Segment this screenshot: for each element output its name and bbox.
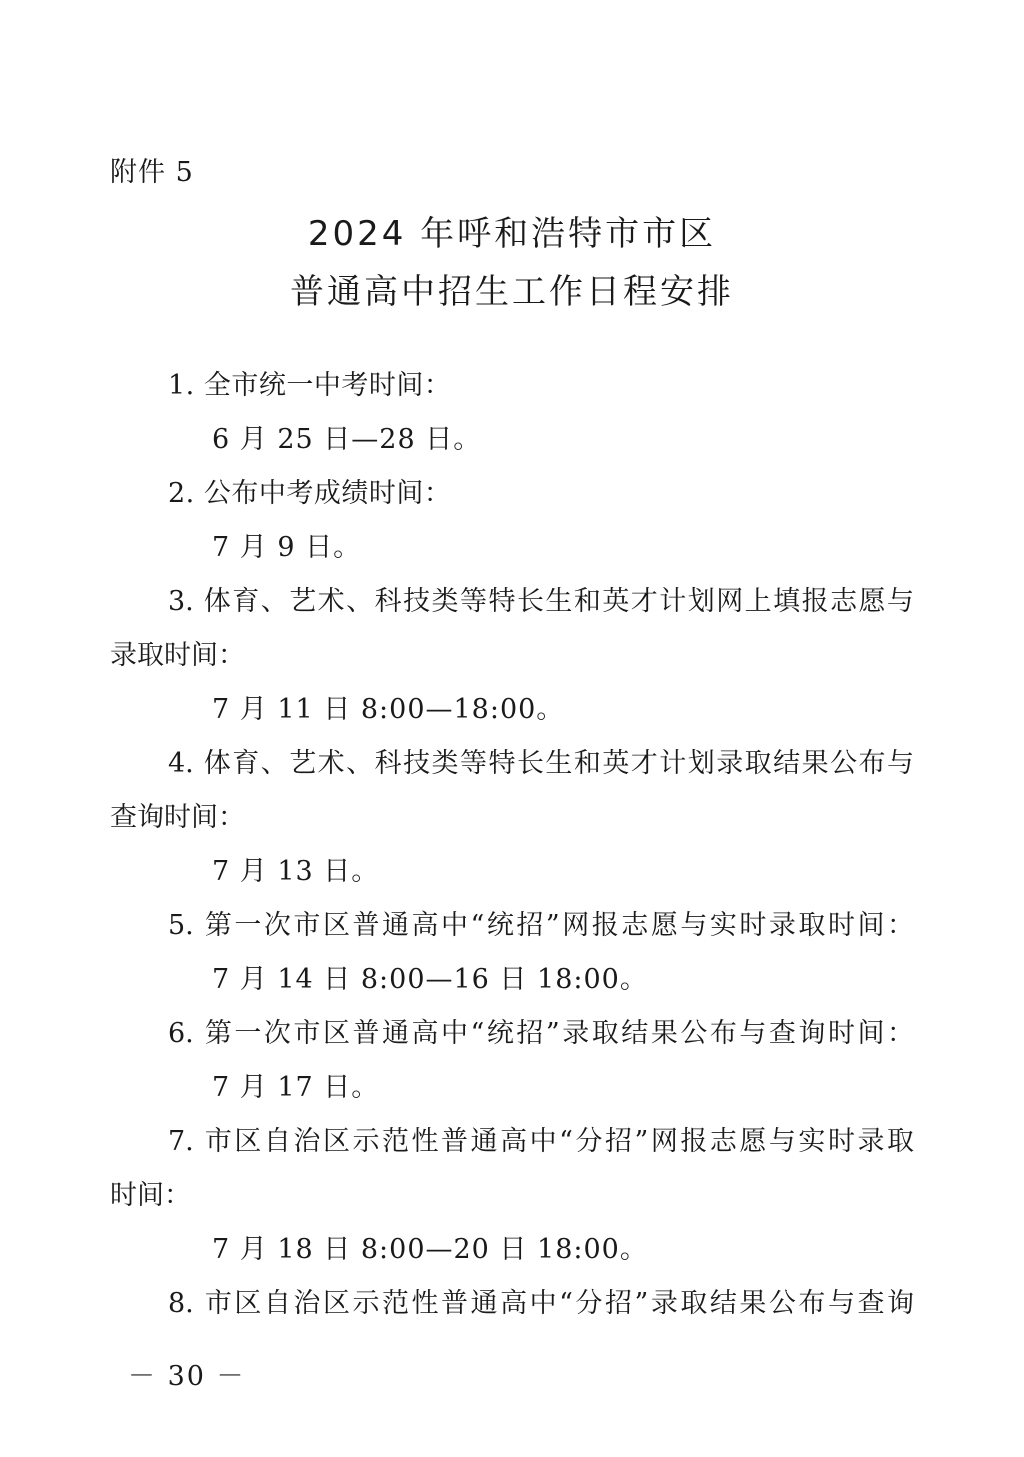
schedule-item-3-heading: 3. 体育、艺术、科技类等特长生和英才计划网上填报志愿与: [168, 586, 914, 617]
schedule-item-7-heading-continued: 时间：: [110, 1180, 191, 1211]
schedule-item-2-heading: 2. 公布中考成绩时间：: [168, 478, 452, 509]
attachment-label: 附件 5: [110, 157, 194, 188]
schedule-item-3-date: 7 月 11 日 8:00—18:00。: [212, 694, 565, 725]
schedule-item-4-heading-continued: 查询时间：: [110, 802, 245, 833]
schedule-item-5-heading: 5. 第一次市区普通高中“统招”网报志愿与实时录取时间：: [168, 910, 914, 941]
schedule-item-6-date: 7 月 17 日。: [212, 1072, 380, 1103]
schedule-item-7-date: 7 月 18 日 8:00—20 日 18:00。: [212, 1234, 648, 1265]
schedule-item-6-heading: 6. 第一次市区普通高中“统招”录取结果公布与查询时间：: [168, 1018, 914, 1049]
title-line-2: 普通高中招生工作日程安排: [290, 272, 734, 312]
schedule-item-1-heading: 1. 全市统一中考时间：: [168, 370, 452, 401]
schedule-item-3-heading-continued: 录取时间：: [110, 640, 245, 671]
schedule-item-2-date: 7 月 9 日。: [212, 532, 362, 563]
schedule-item-7-heading: 7. 市区自治区示范性普通高中“分招”网报志愿与实时录取: [168, 1126, 914, 1157]
schedule-item-4-date: 7 月 13 日。: [212, 856, 380, 887]
schedule-item-5-date: 7 月 14 日 8:00—16 日 18:00。: [212, 964, 648, 995]
page-number: － 30 －: [128, 1361, 246, 1392]
title-line-1: 2024 年呼和浩特市市区: [307, 214, 717, 254]
schedule-item-4-heading: 4. 体育、艺术、科技类等特长生和英才计划录取结果公布与: [168, 748, 914, 779]
schedule-item-1-date: 6 月 25 日—28 日。: [212, 424, 482, 455]
schedule-item-8-heading: 8. 市区自治区示范性普通高中“分招”录取结果公布与查询: [168, 1288, 914, 1319]
